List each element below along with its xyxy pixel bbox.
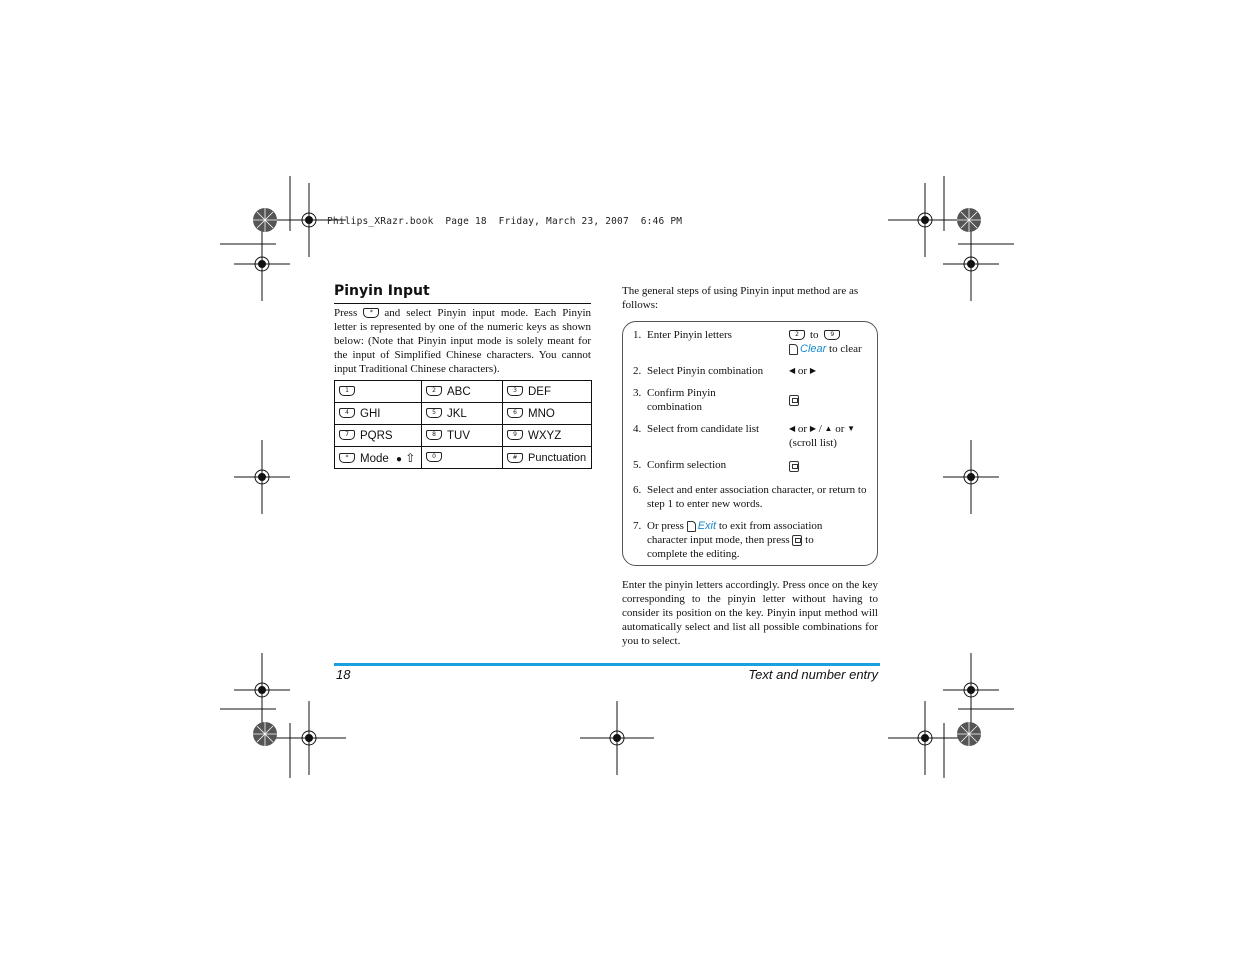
table-cell: 3 DEF [503, 381, 592, 403]
table-cell: 2 ABC [422, 381, 503, 403]
print-slug: Philips_XRazr.book Page 18 Friday, March 23, 2007 6:46 PM [327, 216, 683, 227]
table-row [335, 381, 592, 403]
exit-label: Exit [697, 520, 717, 532]
section-title: Text and number entry [748, 667, 878, 682]
pinyin-mode-icon: ● [395, 453, 403, 465]
table-cell: * Mode ● ⇧ [335, 447, 422, 469]
table-cell [422, 447, 503, 469]
clear-label: Clear [800, 343, 827, 355]
pinyin-key-table [334, 380, 592, 469]
intro-rest: and select Pinyin input mode. Each Pinyin letter is represented by one of the numeric keys as shown below: (Note that Pinyin input mode is solely meant for the input of Simplified Chinese characters. You cannot input Traditional Chinese characters). [334, 307, 592, 375]
key-6-icon: 6 [507, 408, 523, 418]
key-0-icon: 0 [426, 452, 442, 462]
footer-rule [334, 663, 880, 666]
soft-key-icon [687, 521, 696, 532]
table-cell: 9 WXYZ [503, 425, 592, 447]
star-key-icon: * [339, 453, 355, 463]
intro-paragraph [334, 306, 591, 376]
steps-intro: The general steps of using Pinyin input method are as follows: [622, 285, 859, 311]
section-heading: Pinyin Input [334, 283, 430, 299]
table-cell: 6 MNO [503, 403, 592, 425]
table-cell: 5 JKL [422, 403, 503, 425]
star-key-icon: * [363, 308, 379, 318]
key-2-icon: 2 [426, 386, 442, 396]
key-4-icon: 4 [339, 408, 355, 418]
right-arrow-icon: ▶ [809, 424, 816, 433]
table-cell: 7 PQRS [335, 425, 422, 447]
key-5-icon: 5 [426, 408, 442, 418]
steps-box: 1. Enter Pinyin letters 2 to 9 Clear to clear 2. Select Pinyin combination ◀ or ▶ 3. Confirm Pinyin combination 4. Select from candidate list ◀ or ▶ / ▲ or ▼ (scroll list) 5. Confirm selection 6. Select and enter association character, or return to step 1 to enter new words. 7. Or press Exit to exit from association character input mode, then press to complete the editing. [622, 321, 878, 566]
table-cell: 4 GHI [335, 403, 422, 425]
key-9-icon: 9 [824, 330, 840, 340]
soft-key-icon [789, 344, 798, 355]
table-cell [335, 381, 422, 403]
right-arrow-icon: ▶ [809, 366, 816, 375]
table-cell: 8 TUV [422, 425, 503, 447]
registration-targets [234, 183, 999, 775]
step-1-action: 2 to 9 Clear to clear [789, 328, 875, 356]
key-8-icon: 8 [426, 430, 442, 440]
shift-arrow-icon: ⇧ [405, 450, 416, 465]
step-5-action [789, 459, 799, 473]
left-arrow-icon: ◀ [789, 366, 796, 375]
table-row [335, 403, 592, 425]
hash-key-icon: # [507, 453, 523, 463]
left-arrow-icon: ◀ [789, 424, 796, 433]
table-row [335, 425, 592, 447]
heading-rule [334, 303, 591, 304]
step-4-action: ◀ or ▶ / ▲ or ▼ (scroll list) [789, 423, 856, 449]
step-2-action: ◀ or ▶ [789, 365, 816, 377]
ok-key-icon [789, 395, 799, 406]
key-1-icon: 1 [339, 386, 355, 396]
body-paragraph: Enter the pinyin letters accordingly. Press once on the key corresponding to the pinyin letter without having to consider its position on the key. Pinyin input method will automatically select and list all possible combinations for you to select. [622, 579, 878, 647]
up-arrow-icon: ▲ [824, 424, 833, 433]
ok-key-icon [789, 461, 799, 472]
key-2-icon: 2 [789, 330, 805, 340]
step-3-action [789, 393, 799, 407]
page-number: 18 [336, 667, 351, 682]
key-7-icon: 7 [339, 430, 355, 440]
table-cell: # Punctuation [503, 447, 592, 469]
intro-press: Press [334, 307, 358, 319]
key-9-icon: 9 [507, 430, 523, 440]
key-3-icon: 3 [507, 386, 523, 396]
ok-key-icon [792, 535, 802, 546]
down-arrow-icon: ▼ [847, 424, 856, 433]
table-row [335, 447, 592, 469]
